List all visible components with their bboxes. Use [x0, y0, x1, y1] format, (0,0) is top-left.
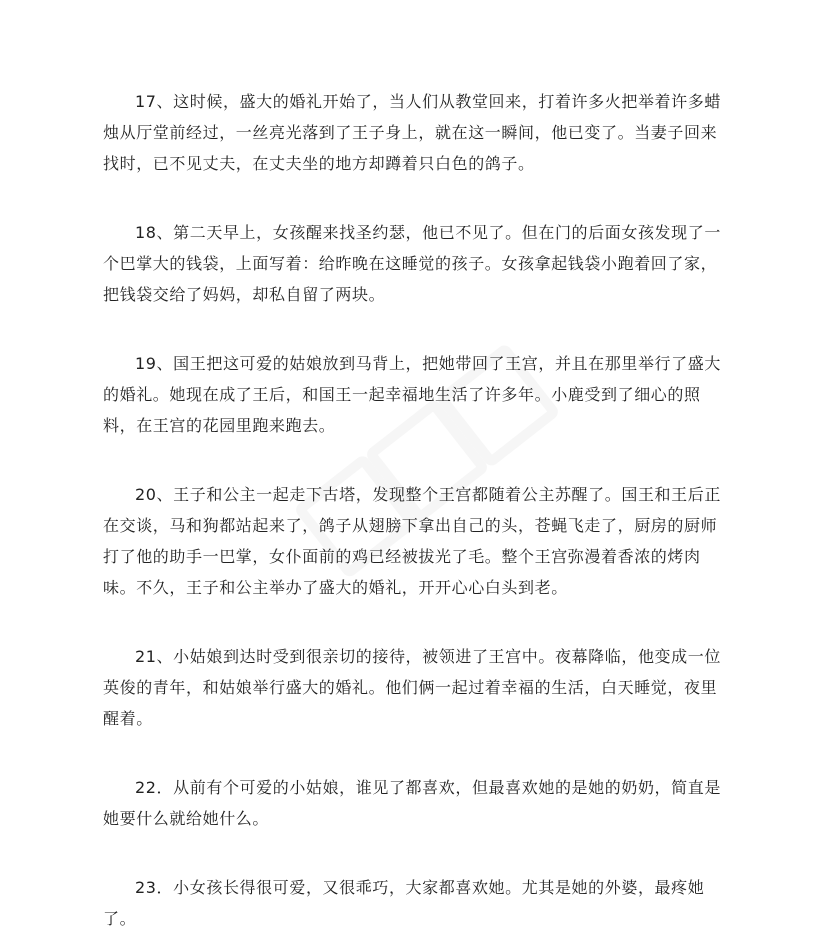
- document-body: [103, 86, 731, 934]
- paragraph-20: 20、王子和公主一起走下古塔，发现整个王宫都随着公主苏醒了。国王和王后正在交谈，马和狗都站起来了，鸽子从翅膀下拿出自己的头，苍蝇飞走了，厨房的厨师打了他的助手一巴掌，女仆面前的鸡已经被拔光了毛。整个王宫弥漫着香浓的烤肉味。不久，王子和公主举办了盛大的婚礼，开开心心白头到老。: [103, 485, 721, 597]
- paragraph-17: 17、这时候，盛大的婚礼开始了，当人们从教堂回来，打着许多火把举着许多蜡烛从厅堂前经过，一丝亮光落到了王子身上，就在这一瞬间，他已变了。当妻子回来找时，已不见丈夫，在丈夫坐的地方却蹲着只白色的鸽子。: [103, 92, 721, 173]
- paragraph-22: 22．从前有个可爱的小姑娘，谁见了都喜欢，但最喜欢她的是她的奶奶，简直是她要什么就给她什么。: [103, 778, 721, 828]
- paragraph-23: 23．小女孩长得很可爱，又很乖巧，大家都喜欢她。尤其是她的外婆，最疼她了。: [103, 878, 705, 928]
- paragraph-21: 21、小姑娘到达时受到很亲切的接待，被领进了王宫中。夜幕降临，他变成一位英俊的青年，和姑娘举行盛大的婚礼。他们俩一起过着幸福的生活，白天睡觉，夜里醒着。: [103, 647, 721, 728]
- paragraph-18: 18、第二天早上，女孩醒来找圣约瑟，他已不见了。但在门的后面女孩发现了一个巴掌大的钱袋，上面写着：给昨晚在这睡觉的孩子。女孩拿起钱袋小跑着回了家，把钱袋交给了妈妈，却私自留了两块。: [103, 223, 721, 304]
- paragraph-19: 19、国王把这可爱的姑娘放到马背上，把她带回了王宫，并且在那里举行了盛大的婚礼。她现在成了王后，和国王一起幸福地生活了许多年。小鹿受到了细心的照料，在王宫的花园里跑来跑去。: [103, 354, 721, 435]
